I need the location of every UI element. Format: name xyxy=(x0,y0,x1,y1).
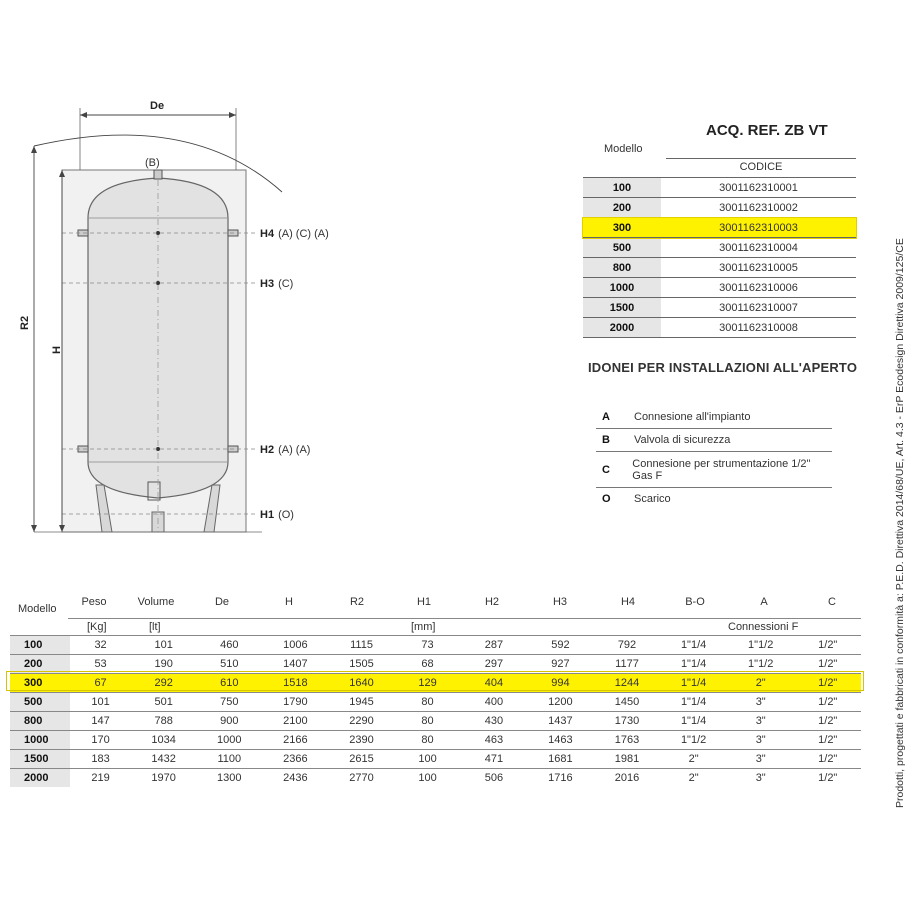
value-cell: 3" xyxy=(727,712,795,731)
unit-connessioni: Connessioni F xyxy=(728,621,799,633)
main-modello-header: Modello xyxy=(18,603,57,615)
value-cell: 471 xyxy=(461,750,527,769)
code-modello-cell: 1500 xyxy=(583,298,661,318)
value-cell: 1970 xyxy=(131,769,197,788)
value-cell: 1"1/2 xyxy=(727,636,795,655)
value-cell: 2" xyxy=(727,674,795,693)
value-cell: 1505 xyxy=(329,655,395,674)
col-header-peso: Peso xyxy=(81,596,107,608)
col-header-h: H xyxy=(285,596,293,608)
highlight-outline xyxy=(6,671,864,691)
col-header-volume: Volume xyxy=(137,596,175,608)
legend-row xyxy=(596,488,832,510)
label-b: (B) xyxy=(145,157,160,169)
value-cell: 2615 xyxy=(329,750,395,769)
dimensions-table xyxy=(10,635,861,787)
value-cell: 129 xyxy=(394,674,460,693)
value-cell: 1681 xyxy=(527,750,594,769)
code-codice-cell: 3001162310007 xyxy=(661,298,856,318)
value-cell: 3" xyxy=(727,693,795,712)
value-cell: 2290 xyxy=(329,712,395,731)
code-table-row xyxy=(583,258,856,278)
code-modello-cell: 300 xyxy=(583,218,661,238)
table-row xyxy=(10,712,861,731)
value-cell: 100 xyxy=(394,750,460,769)
value-cell: 292 xyxy=(131,674,197,693)
value-cell: 1"1/2 xyxy=(660,731,727,750)
value-cell: 1"1/4 xyxy=(660,636,727,655)
value-cell: 1/2" xyxy=(795,731,862,750)
legend-row xyxy=(596,429,832,452)
value-cell: 1/2" xyxy=(795,655,862,674)
code-modello-cell: 2000 xyxy=(583,318,661,338)
code-codice-cell: 3001162310006 xyxy=(661,278,856,298)
unit-kg: [Kg] xyxy=(87,621,107,633)
value-cell: 1/2" xyxy=(795,693,862,712)
h1-label: H1 (O) xyxy=(260,509,294,521)
modello-cell: 300 xyxy=(10,674,70,693)
code-table-row xyxy=(583,218,856,238)
value-cell: 1790 xyxy=(262,693,329,712)
code-codice-cell: 3001162310001 xyxy=(661,178,856,198)
value-cell: 170 xyxy=(70,731,131,750)
value-cell: 430 xyxy=(461,712,527,731)
code-modello-header: Modello xyxy=(604,143,643,155)
code-table-row xyxy=(583,318,856,338)
legend-text: Valvola di sicurezza xyxy=(634,434,731,446)
code-codice-header: CODICE xyxy=(666,158,856,173)
value-cell: 147 xyxy=(70,712,131,731)
value-cell: 994 xyxy=(527,674,594,693)
value-cell: 750 xyxy=(196,693,262,712)
value-cell: 3" xyxy=(727,731,795,750)
modello-cell: 100 xyxy=(10,636,70,655)
value-cell: 788 xyxy=(131,712,197,731)
value-cell: 1763 xyxy=(594,731,661,750)
code-table-row xyxy=(583,298,856,318)
value-cell: 219 xyxy=(70,769,131,788)
safety-valve-fitting xyxy=(154,170,162,179)
value-cell: 2" xyxy=(660,750,727,769)
code-table-row xyxy=(583,278,856,298)
value-cell: 1177 xyxy=(594,655,661,674)
value-cell: 1518 xyxy=(262,674,329,693)
h-label: H xyxy=(51,346,63,354)
code-codice-cell: 3001162310003 xyxy=(661,218,856,238)
value-cell: 2436 xyxy=(262,769,329,788)
legend-row xyxy=(596,406,832,429)
value-cell: 506 xyxy=(461,769,527,788)
value-cell: 1730 xyxy=(594,712,661,731)
value-cell: 2366 xyxy=(262,750,329,769)
col-header-bo: B-O xyxy=(685,596,705,608)
unit-lt: [lt] xyxy=(149,621,161,633)
value-cell: 2016 xyxy=(594,769,661,788)
value-cell: 792 xyxy=(594,636,661,655)
value-cell: 67 xyxy=(70,674,131,693)
modello-cell: 2000 xyxy=(10,769,70,788)
value-cell: 501 xyxy=(131,693,197,712)
h3-label: H3 (C) xyxy=(260,278,294,290)
code-modello-cell: 800 xyxy=(583,258,661,278)
col-header-a: A xyxy=(760,596,768,608)
table-row xyxy=(10,636,861,655)
value-cell: 287 xyxy=(461,636,527,655)
legend-key: C xyxy=(602,463,610,476)
legend-text: Connesione per strumentazione 1/2" Gas F xyxy=(632,457,811,482)
value-cell: 80 xyxy=(394,712,460,731)
value-cell: 1/2" xyxy=(795,712,862,731)
header-divider xyxy=(68,618,861,619)
value-cell: 592 xyxy=(527,636,594,655)
code-modello-cell: 1000 xyxy=(583,278,661,298)
value-cell: 183 xyxy=(70,750,131,769)
code-table xyxy=(583,177,856,338)
value-cell: 1945 xyxy=(329,693,395,712)
value-cell: 927 xyxy=(527,655,594,674)
code-table-row xyxy=(583,178,856,198)
unit-mm: [mm] xyxy=(411,621,436,633)
legend-key: O xyxy=(602,493,611,505)
value-cell: 1244 xyxy=(594,674,661,693)
value-cell: 1115 xyxy=(329,636,395,655)
col-header-h1: H1 xyxy=(416,596,432,608)
modello-cell: 500 xyxy=(10,693,70,712)
code-table-row xyxy=(583,198,856,218)
value-cell: 1200 xyxy=(527,693,594,712)
tank-drawing xyxy=(0,0,570,560)
code-table-row xyxy=(583,238,856,258)
value-cell: 1006 xyxy=(262,636,329,655)
code-modello-cell: 100 xyxy=(583,178,661,198)
value-cell: 2770 xyxy=(329,769,395,788)
modello-cell: 1000 xyxy=(10,731,70,750)
value-cell: 1981 xyxy=(594,750,661,769)
modello-cell: 800 xyxy=(10,712,70,731)
col-header-h4: H4 xyxy=(620,596,636,608)
value-cell: 510 xyxy=(196,655,262,674)
value-cell: 1/2" xyxy=(795,636,862,655)
value-cell: 610 xyxy=(196,674,262,693)
value-cell: 1450 xyxy=(594,693,661,712)
col-header-h2: H2 xyxy=(484,596,500,608)
value-cell: 80 xyxy=(394,731,460,750)
value-cell: 400 xyxy=(461,693,527,712)
value-cell: 73 xyxy=(394,636,460,655)
code-codice-cell: 3001162310008 xyxy=(661,318,856,338)
outdoor-install-title: IDONEI PER INSTALLAZIONI ALL'APERTO xyxy=(588,360,858,375)
value-cell: 101 xyxy=(70,693,131,712)
value-cell: 1/2" xyxy=(795,674,862,693)
value-cell: 1463 xyxy=(527,731,594,750)
value-cell: 1/2" xyxy=(795,769,862,788)
de-label: De xyxy=(150,100,165,112)
value-cell: 2390 xyxy=(329,731,395,750)
value-cell: 68 xyxy=(394,655,460,674)
value-cell: 1034 xyxy=(131,731,197,750)
legend-text: Connesione all'impianto xyxy=(634,411,751,423)
legend-key: B xyxy=(602,434,610,446)
value-cell: 2" xyxy=(660,769,727,788)
code-codice-cell: 3001162310004 xyxy=(661,238,856,258)
value-cell: 101 xyxy=(131,636,197,655)
code-modello-cell: 500 xyxy=(583,238,661,258)
code-modello-cell: 200 xyxy=(583,198,661,218)
table-row xyxy=(10,769,861,788)
h4-label: H4 (A) (C) (A) xyxy=(260,228,329,240)
value-cell: 1300 xyxy=(196,769,262,788)
value-cell: 80 xyxy=(394,693,460,712)
value-cell: 1000 xyxy=(196,731,262,750)
value-cell: 2100 xyxy=(262,712,329,731)
value-cell: 297 xyxy=(461,655,527,674)
value-cell: 190 xyxy=(131,655,197,674)
value-cell: 3" xyxy=(727,750,795,769)
value-cell: 1"1/4 xyxy=(660,655,727,674)
modello-cell: 1500 xyxy=(10,750,70,769)
value-cell: 2166 xyxy=(262,731,329,750)
value-cell: 1437 xyxy=(527,712,594,731)
value-cell: 460 xyxy=(196,636,262,655)
value-cell: 463 xyxy=(461,731,527,750)
table-row xyxy=(10,731,861,750)
col-header-h3: H3 xyxy=(552,596,568,608)
value-cell: 1100 xyxy=(196,750,262,769)
value-cell: 1"1/2 xyxy=(727,655,795,674)
r2-label: R2 xyxy=(19,315,31,330)
value-cell: 32 xyxy=(70,636,131,655)
legend-text: Scarico xyxy=(634,493,671,505)
modello-cell: 200 xyxy=(10,655,70,674)
value-cell: 1716 xyxy=(527,769,594,788)
value-cell: 1"1/4 xyxy=(660,693,727,712)
compliance-note: Prodotti, progettati e fabbricati in conformità a: P.E.D. Direttiva 2014/68/UE, Art. 4.3 - ErP Ecodesign Direttiva 2009/125/CE xyxy=(894,238,906,808)
value-cell: 1640 xyxy=(329,674,395,693)
col-header-c: C xyxy=(828,596,836,608)
value-cell: 53 xyxy=(70,655,131,674)
table-row xyxy=(10,750,861,769)
code-codice-cell: 3001162310002 xyxy=(661,198,856,218)
value-cell: 3" xyxy=(727,769,795,788)
legend-key: A xyxy=(602,411,610,423)
value-cell: 1"1/4 xyxy=(660,674,727,693)
code-table-title: ACQ. REF. ZB VT xyxy=(706,122,828,139)
legend-row xyxy=(596,452,832,488)
value-cell: 1"1/4 xyxy=(660,712,727,731)
value-cell: 100 xyxy=(394,769,460,788)
value-cell: 1/2" xyxy=(795,750,862,769)
table-row xyxy=(10,693,861,712)
value-cell: 1407 xyxy=(262,655,329,674)
value-cell: 1432 xyxy=(131,750,197,769)
h2-label: H2 (A) (A) xyxy=(260,444,311,456)
col-header-de: De xyxy=(214,596,230,608)
value-cell: 404 xyxy=(461,674,527,693)
value-cell: 900 xyxy=(196,712,262,731)
code-codice-cell: 3001162310005 xyxy=(661,258,856,278)
connection-legend xyxy=(596,406,832,510)
col-header-r2: R2 xyxy=(349,596,365,608)
